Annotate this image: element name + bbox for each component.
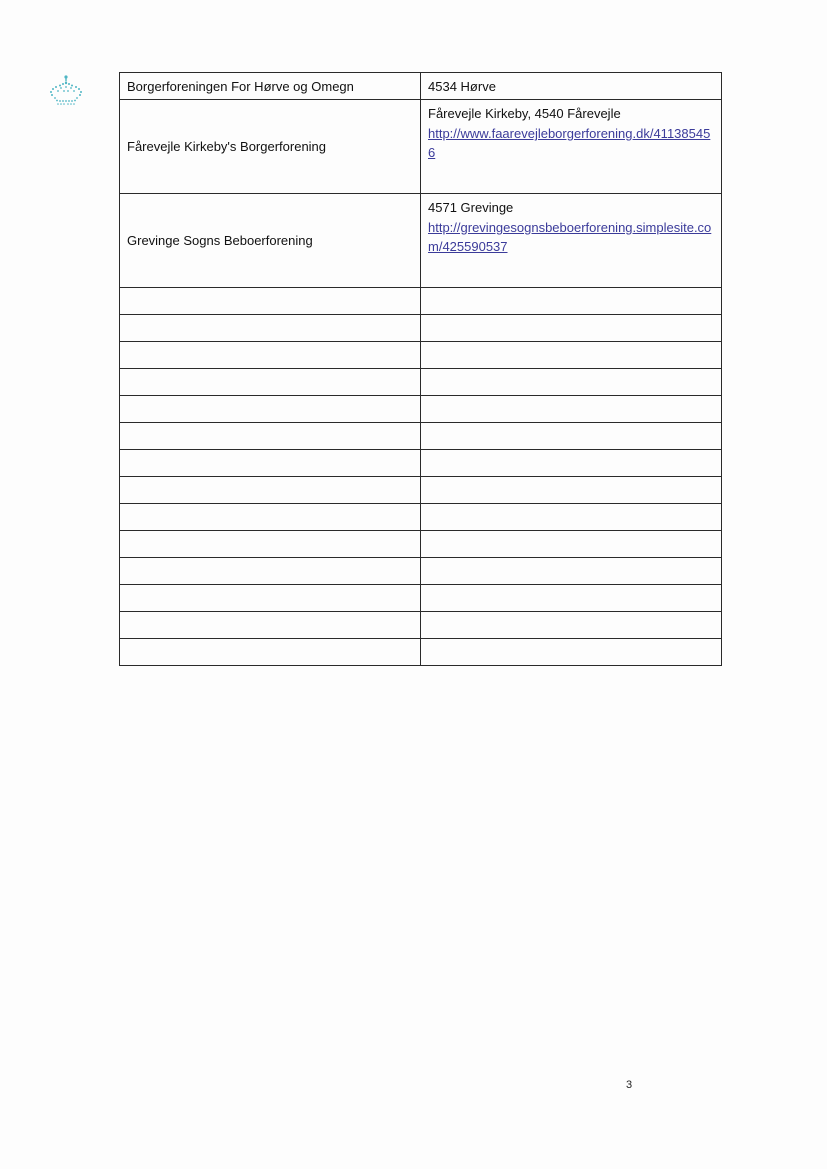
empty-address-cell <box>421 396 722 423</box>
royal-crown-icon <box>48 74 84 108</box>
empty-name-cell <box>120 585 421 612</box>
empty-name-cell <box>120 558 421 585</box>
empty-name-cell <box>120 450 421 477</box>
association-table-body <box>120 73 722 666</box>
empty-name-cell <box>120 315 421 342</box>
empty-table-row <box>120 585 722 612</box>
empty-name-cell <box>120 477 421 504</box>
table-row <box>120 194 722 288</box>
empty-name-cell <box>120 288 421 315</box>
empty-table-row <box>120 504 722 531</box>
empty-address-cell <box>421 639 722 666</box>
empty-table-row <box>120 612 722 639</box>
empty-address-cell <box>421 504 722 531</box>
empty-table-row <box>120 423 722 450</box>
empty-address-cell <box>421 369 722 396</box>
association-address-cell <box>421 100 722 194</box>
empty-table-row <box>120 288 722 315</box>
page-number: 3 <box>626 1079 633 1091</box>
address-text: Fårevejle Kirkeby, 4540 Fårevejle <box>428 106 621 121</box>
empty-address-cell <box>421 531 722 558</box>
association-address-cell <box>421 194 722 288</box>
association-website-link[interactable]: http://grevingesognsbeboerforening.simplesite.com/425590537 <box>428 220 712 254</box>
empty-address-cell <box>421 558 722 585</box>
association-address-cell: 4534 Hørve <box>421 73 722 100</box>
empty-table-row <box>120 342 722 369</box>
empty-table-row <box>120 531 722 558</box>
empty-address-cell <box>421 585 722 612</box>
empty-address-cell <box>421 612 722 639</box>
empty-address-cell <box>421 450 722 477</box>
empty-name-cell <box>120 342 421 369</box>
empty-table-row <box>120 450 722 477</box>
empty-address-cell <box>421 342 722 369</box>
table-row <box>120 100 722 194</box>
empty-address-cell <box>421 315 722 342</box>
empty-name-cell <box>120 423 421 450</box>
empty-table-row <box>120 369 722 396</box>
empty-name-cell <box>120 639 421 666</box>
association-website-link[interactable]: http://www.faarevejleborgerforening.dk/411385456 <box>428 126 711 160</box>
empty-address-cell <box>421 288 722 315</box>
empty-address-cell <box>421 423 722 450</box>
table-row <box>120 73 722 100</box>
empty-table-row <box>120 558 722 585</box>
empty-table-row <box>120 396 722 423</box>
empty-name-cell <box>120 369 421 396</box>
empty-name-cell <box>120 396 421 423</box>
association-table <box>119 72 722 666</box>
association-name-cell: Fårevejle Kirkeby's Borgerforening <box>120 100 421 194</box>
association-name-cell: Borgerforeningen For Hørve og Omegn <box>120 73 421 100</box>
association-name-cell: Grevinge Sogns Beboerforening <box>120 194 421 288</box>
empty-table-row <box>120 315 722 342</box>
empty-table-row <box>120 477 722 504</box>
empty-name-cell <box>120 612 421 639</box>
empty-name-cell <box>120 531 421 558</box>
empty-address-cell <box>421 477 722 504</box>
empty-table-row <box>120 639 722 666</box>
address-text: 4571 Grevinge <box>428 200 514 215</box>
empty-name-cell <box>120 504 421 531</box>
